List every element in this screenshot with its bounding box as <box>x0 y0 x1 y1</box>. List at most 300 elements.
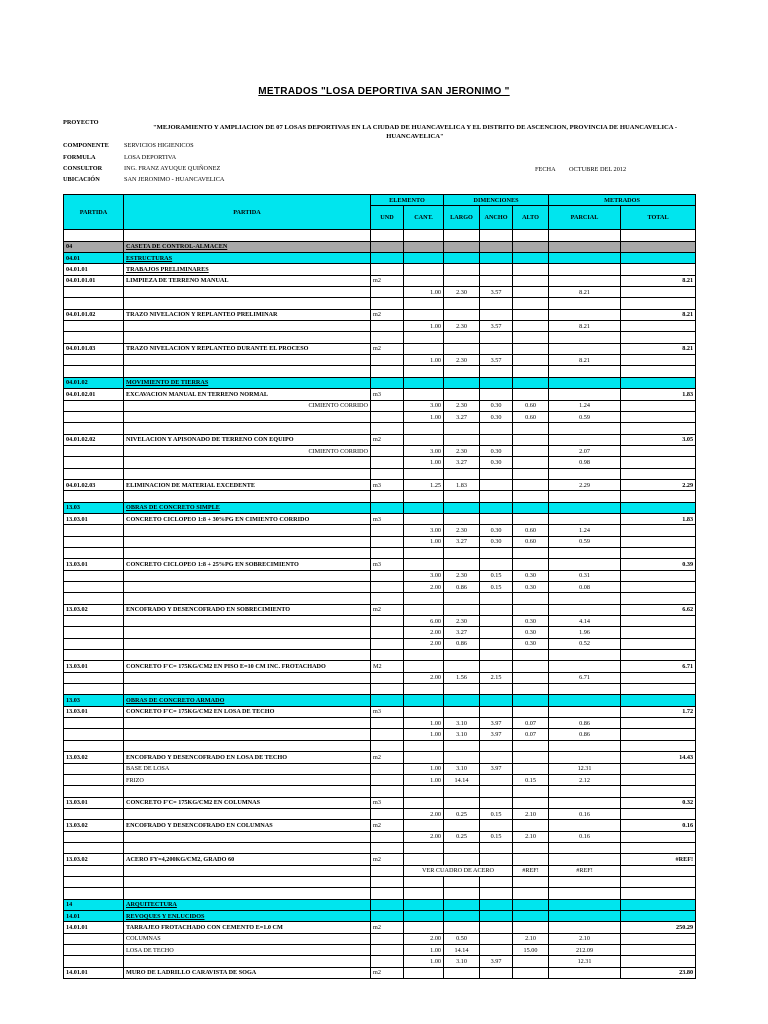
cell-total <box>621 423 696 434</box>
header-dimenciones: DIMENCIONES <box>444 195 549 206</box>
header-und: UND <box>371 206 404 230</box>
table-row <box>64 910 696 921</box>
cell-desc: CONCRETO CICLOPEO 1:8 + 30%PG EN CIMIENTO CORRIDO <box>124 513 371 524</box>
cell-alto <box>513 287 549 298</box>
cell-cant: 1.00 <box>404 457 444 468</box>
cell-parcial <box>549 423 621 434</box>
cell-largo: 2.30 <box>444 287 480 298</box>
cell-cant <box>404 366 444 377</box>
cell-ancho <box>480 298 513 309</box>
cell-cant: 1.25 <box>404 479 444 490</box>
cell-largo: 3.27 <box>444 457 480 468</box>
cell-desc <box>124 808 371 819</box>
cell-parcial <box>549 888 621 899</box>
cell-largo <box>444 366 480 377</box>
cell-total: 0.32 <box>621 797 696 808</box>
cell-cant: 1.00 <box>404 729 444 740</box>
cell-alto <box>513 298 549 309</box>
componente-value: SERVICIOS HIGIENICOS <box>124 142 194 149</box>
cell-und <box>371 241 404 252</box>
table-row <box>64 457 696 468</box>
cell-desc <box>124 366 371 377</box>
cell-cant <box>404 423 444 434</box>
cell-und <box>371 888 404 899</box>
cell-cant <box>404 899 444 910</box>
header-alto: ALTO <box>513 206 549 230</box>
cell-ancho <box>480 377 513 388</box>
cell-alto <box>513 910 549 921</box>
cell-alto <box>513 275 549 286</box>
cell-und: m2 <box>371 967 404 978</box>
cell-und <box>371 899 404 910</box>
cell-und <box>371 774 404 785</box>
cell-ancho <box>480 468 513 479</box>
cell-cant <box>404 434 444 445</box>
cell-ancho: 2.15 <box>480 672 513 683</box>
cell-total <box>621 355 696 366</box>
cell-alto: 0.15 <box>513 774 549 785</box>
cell-largo <box>444 468 480 479</box>
cell-code: 14.01.01 <box>64 922 124 933</box>
cell-largo: 0.50 <box>444 933 480 944</box>
cell-parcial <box>549 797 621 808</box>
cell-code <box>64 400 124 411</box>
table-row <box>64 752 696 763</box>
cell-parcial <box>549 786 621 797</box>
cell-cant: 1.00 <box>404 956 444 967</box>
cell-ancho <box>480 910 513 921</box>
cell-largo <box>444 593 480 604</box>
cell-code: 14 <box>64 899 124 910</box>
cell-code <box>64 876 124 887</box>
cell-cant: 2.00 <box>404 933 444 944</box>
cell-alto <box>513 842 549 853</box>
cell-code: 13.03.02 <box>64 854 124 865</box>
cell-ancho: 0.30 <box>480 525 513 536</box>
cell-und: m3 <box>371 797 404 808</box>
header-cant: CANT. <box>404 206 444 230</box>
cell-desc <box>124 491 371 502</box>
cell-ancho <box>480 706 513 717</box>
cell-parcial <box>549 241 621 252</box>
cell-cant <box>404 650 444 661</box>
cell-total <box>621 910 696 921</box>
cell-ancho: 3.57 <box>480 287 513 298</box>
cell-und <box>371 956 404 967</box>
cell-und <box>371 570 404 581</box>
cell-desc <box>124 842 371 853</box>
cell-parcial <box>549 967 621 978</box>
cell-alto <box>513 956 549 967</box>
cell-total <box>621 899 696 910</box>
table-row <box>64 502 696 513</box>
table-row <box>64 389 696 400</box>
cell-alto <box>513 309 549 320</box>
table-row <box>64 264 696 275</box>
cell-code <box>64 332 124 343</box>
cell-alto <box>513 786 549 797</box>
proyecto-value: "MEJORAMIENTO Y AMPLIACION DE 07 LOSAS DEPORTIVAS EN LA CIUDAD DE HUANCAVELICA Y EL DISTRITO DE ASCENCION, PROVINCIA DE HUANCAVELICA - HUANCAVELICA" <box>152 124 678 140</box>
cell-code <box>64 570 124 581</box>
cell-parcial <box>549 343 621 354</box>
cell-cant <box>404 967 444 978</box>
cell-total <box>621 298 696 309</box>
cell-code: 13.03.01 <box>64 706 124 717</box>
cell-parcial <box>549 820 621 831</box>
cell-alto <box>513 502 549 513</box>
cell-und <box>371 910 404 921</box>
cell-und: m3 <box>371 479 404 490</box>
cell-total: 8.21 <box>621 309 696 320</box>
cell-code <box>64 763 124 774</box>
cell-alto: 0.60 <box>513 411 549 422</box>
cell-desc <box>124 888 371 899</box>
cell-alto <box>513 264 549 275</box>
cell-code <box>64 468 124 479</box>
cell-parcial <box>549 604 621 615</box>
cell-parcial: 12.31 <box>549 956 621 967</box>
cell-und <box>371 298 404 309</box>
cell-largo <box>444 434 480 445</box>
table-row <box>64 695 696 706</box>
cell-desc: ESTRUCTURAS <box>124 253 371 264</box>
cell-code: 13.03.01 <box>64 797 124 808</box>
cell-alto <box>513 899 549 910</box>
cell-desc: TRAZO NIVELACION Y REPLANTEO DURANTE EL PROCESO <box>124 343 371 354</box>
cell-total <box>621 774 696 785</box>
cell-desc <box>124 423 371 434</box>
cell-und <box>371 763 404 774</box>
cell-total <box>621 763 696 774</box>
cell-alto: #REF! <box>513 865 549 876</box>
cell-parcial: 8.21 <box>549 287 621 298</box>
table-row <box>64 355 696 366</box>
cell-desc: CONCRETO CICLOPEO 1:8 + 25%PG EN SOBRECIMIENTO <box>124 559 371 570</box>
cell-parcial <box>549 593 621 604</box>
cell-parcial: 0.59 <box>549 411 621 422</box>
cell-parcial: 212.09 <box>549 945 621 956</box>
cell-desc: REVOQUES Y ENLUCIDOS <box>124 910 371 921</box>
cell-desc <box>124 525 371 536</box>
cell-largo <box>444 910 480 921</box>
table-row <box>64 298 696 309</box>
cell-total <box>621 445 696 456</box>
cell-code <box>64 411 124 422</box>
cell-largo <box>444 513 480 524</box>
proyecto-label: PROYECTO <box>63 119 99 126</box>
table-row <box>64 287 696 298</box>
cell-cant <box>404 547 444 558</box>
cell-und <box>371 933 404 944</box>
cell-parcial <box>549 695 621 706</box>
cell-desc <box>124 582 371 593</box>
cell-desc <box>124 321 371 332</box>
cell-cant: 6.00 <box>404 616 444 627</box>
cell-largo <box>444 264 480 275</box>
cell-cant <box>404 820 444 831</box>
cell-ancho <box>480 502 513 513</box>
table-row <box>64 842 696 853</box>
cell-total <box>621 253 696 264</box>
cell-total <box>621 740 696 751</box>
cell-total <box>621 287 696 298</box>
cell-code: 04.01.02.03 <box>64 479 124 490</box>
cell-und: m2 <box>371 275 404 286</box>
cell-alto <box>513 423 549 434</box>
cell-und <box>371 786 404 797</box>
cell-cant <box>404 695 444 706</box>
cell-total <box>621 502 696 513</box>
cell-total <box>621 547 696 558</box>
cell-desc: TRABAJOS PRELIMINARES <box>124 264 371 275</box>
table-row <box>64 513 696 524</box>
cell-parcial <box>549 434 621 445</box>
cell-total <box>621 582 696 593</box>
cell-ancho <box>480 627 513 638</box>
cell-parcial: 0.86 <box>549 718 621 729</box>
cell-und <box>371 321 404 332</box>
cell-alto <box>513 253 549 264</box>
cell-alto <box>513 695 549 706</box>
cell-alto <box>513 445 549 456</box>
cell-total: 1.83 <box>621 513 696 524</box>
cell-parcial <box>549 559 621 570</box>
cell-ancho <box>480 661 513 672</box>
cell-cant: 2.00 <box>404 582 444 593</box>
table-row <box>64 559 696 570</box>
table-row <box>64 479 696 490</box>
cell-ancho <box>480 945 513 956</box>
cell-alto <box>513 876 549 887</box>
table-row <box>64 854 696 865</box>
cell-cant: 3.00 <box>404 445 444 456</box>
cell-alto: 0.30 <box>513 582 549 593</box>
cell-largo: 3.27 <box>444 411 480 422</box>
cell-parcial <box>549 389 621 400</box>
cell-ancho <box>480 491 513 502</box>
cell-largo <box>444 888 480 899</box>
cell-largo <box>444 309 480 320</box>
cell-parcial <box>549 253 621 264</box>
cell-ancho <box>480 604 513 615</box>
cell-total: 0.39 <box>621 559 696 570</box>
table-row <box>64 945 696 956</box>
cell-cant <box>404 377 444 388</box>
table-row <box>64 536 696 547</box>
cell-cant: 3.00 <box>404 400 444 411</box>
cell-code <box>64 808 124 819</box>
cell-und <box>371 684 404 695</box>
table-row <box>64 684 696 695</box>
cell-code <box>64 445 124 456</box>
cell-ancho <box>480 797 513 808</box>
cell-total <box>621 842 696 853</box>
cell-cant <box>404 332 444 343</box>
table-row <box>64 820 696 831</box>
cell-total <box>621 865 696 876</box>
cell-ancho <box>480 547 513 558</box>
cell-cant <box>404 468 444 479</box>
cell-ancho <box>480 343 513 354</box>
cell-desc: CONCRETO F'C= 175KG/CM2 EN COLUMNAS <box>124 797 371 808</box>
table-row <box>64 661 696 672</box>
cell-ancho <box>480 967 513 978</box>
header-largo: LARGO <box>444 206 480 230</box>
cell-ancho <box>480 264 513 275</box>
cell-und <box>371 831 404 842</box>
cell-largo <box>444 423 480 434</box>
cell-code: 14.01.01 <box>64 967 124 978</box>
cell-largo <box>444 684 480 695</box>
cell-ancho <box>480 423 513 434</box>
table-row <box>64 593 696 604</box>
cell-und <box>371 400 404 411</box>
cell-ancho <box>480 933 513 944</box>
cell-cant: VER CUADRO DE ACERO <box>404 865 513 876</box>
cell-desc <box>124 672 371 683</box>
cell-ancho <box>480 366 513 377</box>
cell-largo: 2.30 <box>444 355 480 366</box>
cell-ancho <box>480 684 513 695</box>
cell-code <box>64 888 124 899</box>
header-ancho: ANCHO <box>480 206 513 230</box>
table-row <box>64 808 696 819</box>
cell-und <box>371 627 404 638</box>
cell-desc <box>124 287 371 298</box>
cell-ancho <box>480 513 513 524</box>
table-row <box>64 774 696 785</box>
cell-desc <box>124 786 371 797</box>
cell-desc: OBRAS DE CONCRETO ARMADO <box>124 695 371 706</box>
cell-ancho <box>480 332 513 343</box>
table-row <box>64 321 696 332</box>
cell-parcial <box>549 650 621 661</box>
cell-parcial <box>549 332 621 343</box>
cell-code: 13.03.02 <box>64 604 124 615</box>
cell-desc <box>124 831 371 842</box>
cell-parcial <box>549 876 621 887</box>
cell-total <box>621 536 696 547</box>
cell-code <box>64 616 124 627</box>
cell-alto <box>513 491 549 502</box>
cell-total: 3.05 <box>621 434 696 445</box>
cell-total: 2.29 <box>621 479 696 490</box>
cell-parcial <box>549 899 621 910</box>
cell-total <box>621 956 696 967</box>
cell-largo <box>444 786 480 797</box>
cell-desc: ELIMINACION DE MATERIAL EXCEDENTE <box>124 479 371 490</box>
cell-total <box>621 808 696 819</box>
table-row <box>64 763 696 774</box>
cell-desc <box>124 638 371 649</box>
cell-alto <box>513 888 549 899</box>
cell-und <box>371 865 404 876</box>
cell-und: m3 <box>371 513 404 524</box>
cell-total <box>621 400 696 411</box>
cell-largo: 2.30 <box>444 445 480 456</box>
cell-code <box>64 593 124 604</box>
cell-total: 14.43 <box>621 752 696 763</box>
cell-code <box>64 366 124 377</box>
cell-desc <box>124 684 371 695</box>
cell-alto <box>513 355 549 366</box>
cell-code <box>64 740 124 751</box>
cell-largo <box>444 661 480 672</box>
cell-largo <box>444 343 480 354</box>
cell-alto <box>513 559 549 570</box>
cell-parcial: 6.71 <box>549 672 621 683</box>
cell-alto: 0.60 <box>513 536 549 547</box>
cell-cant <box>404 684 444 695</box>
cell-ancho <box>480 842 513 853</box>
cell-parcial <box>549 309 621 320</box>
cell-parcial <box>549 264 621 275</box>
ubicacion-value: SAN JERONIMO - HUANCAVELICA <box>124 176 225 183</box>
cell-und: m2 <box>371 854 404 865</box>
table-row <box>64 343 696 354</box>
cell-alto <box>513 604 549 615</box>
cell-parcial <box>549 922 621 933</box>
cell-und <box>371 547 404 558</box>
cell-code: 04.01.01 <box>64 264 124 275</box>
cell-desc: FRIZO <box>124 774 371 785</box>
cell-ancho <box>480 752 513 763</box>
cell-total <box>621 468 696 479</box>
table-row <box>64 876 696 887</box>
cell-cant: 1.00 <box>404 774 444 785</box>
cell-desc <box>124 547 371 558</box>
cell-ancho <box>480 559 513 570</box>
cell-code <box>64 718 124 729</box>
cell-largo <box>444 241 480 252</box>
cell-total: 0.16 <box>621 820 696 831</box>
cell-ancho <box>480 479 513 490</box>
header-partida-code: PARTIDA <box>64 195 124 230</box>
header-total: TOTAL <box>621 206 696 230</box>
cell-parcial <box>549 910 621 921</box>
cell-total <box>621 411 696 422</box>
cell-largo: 2.30 <box>444 525 480 536</box>
cell-desc: CASETA DE CONTROL-ALMACEN <box>124 241 371 252</box>
cell-cant <box>404 888 444 899</box>
formula-value: LOSA DEPORTIVA <box>124 154 177 161</box>
table-row <box>64 309 696 320</box>
cell-largo: 3.10 <box>444 956 480 967</box>
cell-total <box>621 695 696 706</box>
cell-code <box>64 945 124 956</box>
cell-alto <box>513 343 549 354</box>
cell-total: 8.21 <box>621 275 696 286</box>
cell-alto <box>513 763 549 774</box>
cell-und <box>371 945 404 956</box>
cell-largo: 0.86 <box>444 582 480 593</box>
cell-desc <box>124 570 371 581</box>
cell-cant <box>404 298 444 309</box>
cell-desc: ENCOFRADO Y DESENCOFRADO EN COLUMNAS <box>124 820 371 831</box>
cell-desc: ACERO FY=4,200KG/CM2, GRADO 60 <box>124 854 371 865</box>
cell-code <box>64 355 124 366</box>
cell-alto: 2.10 <box>513 831 549 842</box>
cell-und <box>371 502 404 513</box>
cell-alto <box>513 672 549 683</box>
cell-total <box>621 570 696 581</box>
cell-code: 04.01.02.02 <box>64 434 124 445</box>
cell-cant <box>404 389 444 400</box>
table-row <box>64 491 696 502</box>
cell-total <box>621 945 696 956</box>
cell-ancho: 3.97 <box>480 956 513 967</box>
cell-code <box>64 786 124 797</box>
